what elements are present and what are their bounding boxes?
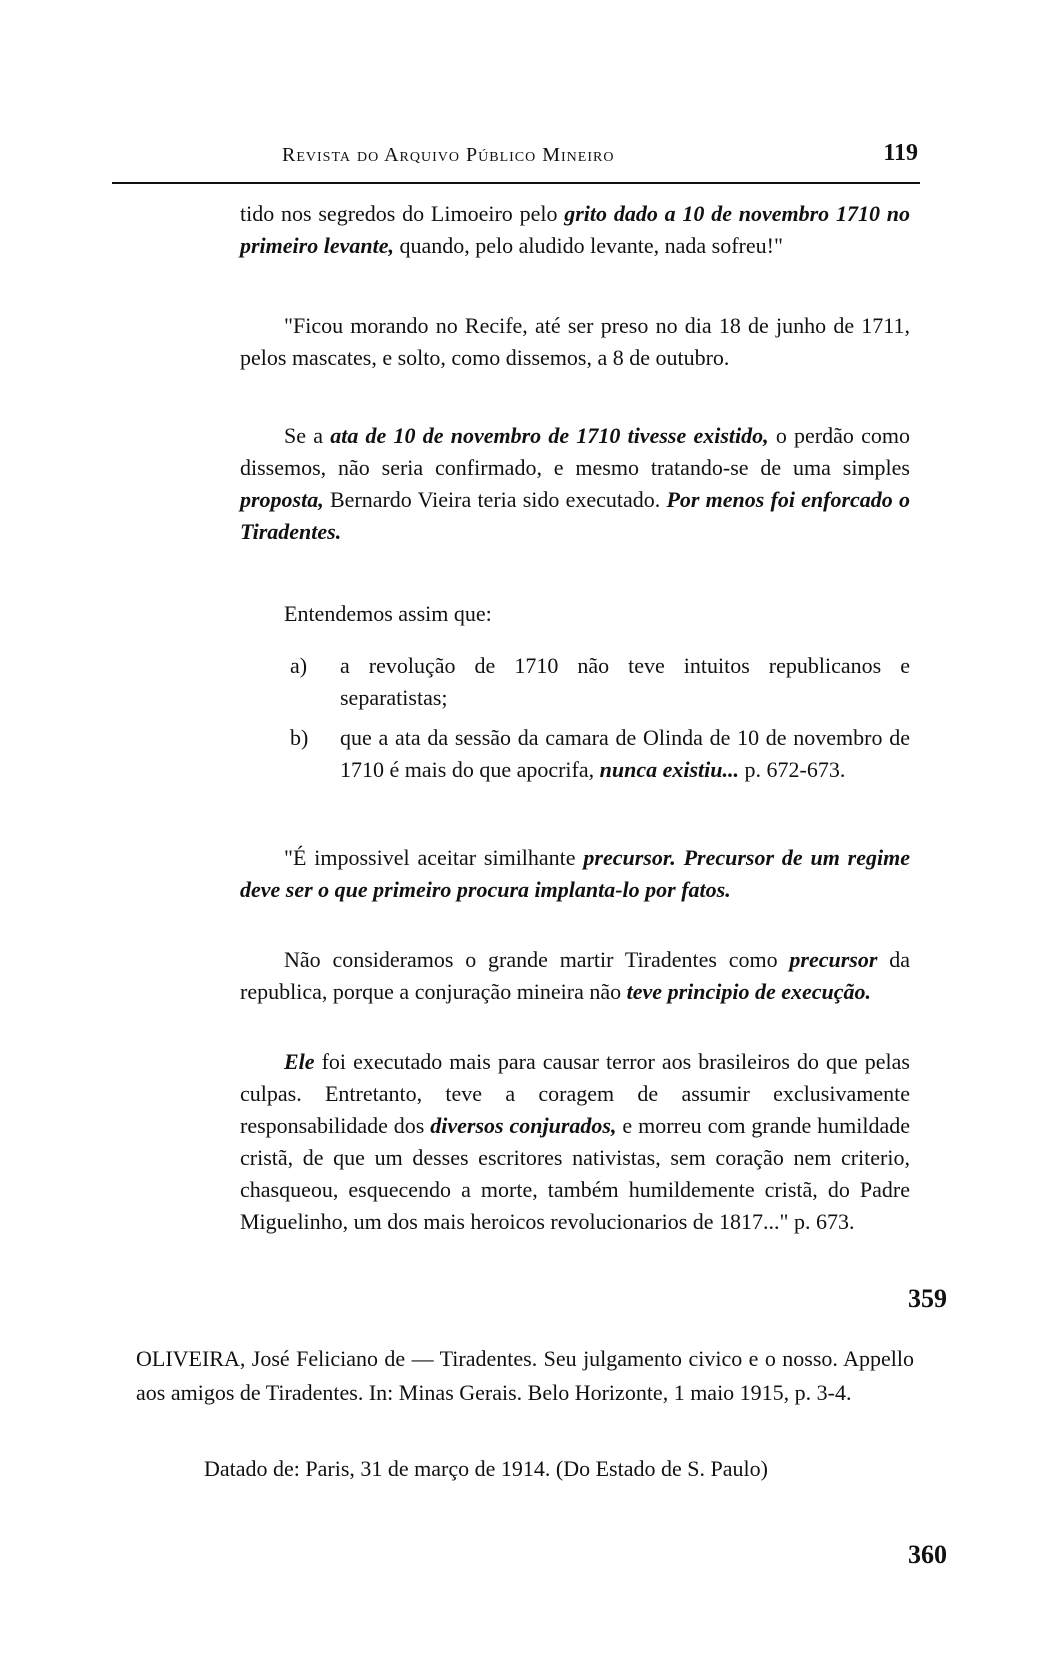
list-text-b-2: p. 672-673. — [739, 757, 846, 782]
p3-text-2: o perdão como dissemos, não seria confirmado, e mesmo tratando-se de uma simples — [240, 423, 910, 480]
list-text-b-1: que a ata da sessão da camara de Olinda de 10 de novembro de 1710 é mais do que apocrifa, — [340, 725, 910, 782]
p3-italic-2: proposta, — [240, 487, 324, 512]
p6-italic-1: precursor — [789, 947, 878, 972]
paragraph-6 — [240, 944, 910, 1008]
p4-text: Entendemos assim que: — [284, 601, 492, 626]
p6-text-2: da republica, porque a conjuração mineira não — [240, 947, 911, 1004]
list-item-b — [290, 722, 910, 786]
p1-italic-1: grito dado a 10 de novembro 1710 no primeiro levante, — [240, 201, 910, 258]
bibliography-entry-359 — [136, 1342, 914, 1410]
paragraph-5 — [240, 842, 910, 906]
p3-text-3: Bernardo Vieira teria sido executado. — [323, 487, 667, 512]
p5-text-1: "É impossivel aceitar similhante — [284, 845, 584, 870]
paragraph-2 — [240, 310, 910, 374]
p1-text-2: quando, pelo aludido levante, nada sofreu!" — [393, 233, 783, 258]
list-marker-b: b) — [290, 725, 309, 750]
p5-italic-1: precursor. Precursor de um regime deve ser o que primeiro procura implanta-lo por fatos. — [240, 845, 910, 902]
list-italic-b: nunca existiu... — [599, 757, 740, 782]
p7-italic-2: diversos conjurados, — [430, 1113, 617, 1138]
p3-italic-3: Por menos foi enforcado o Tiradentes. — [240, 487, 910, 544]
paragraph-3 — [240, 420, 910, 548]
p3-text-1: Se a — [284, 423, 331, 448]
p6-text-1: Não consideramos o grande martir Tiradentes como — [284, 947, 790, 972]
p7-italic-1: Ele — [284, 1049, 315, 1074]
p6-italic-2: teve principio de execução. — [626, 979, 872, 1004]
p2-text: "Ficou morando no Recife, até ser preso no dia 18 de junho de 1711, pelos mascates, e solto, como dissemos, a 8 de outubro. — [240, 313, 910, 370]
paragraph-1 — [240, 198, 910, 262]
journal-title: Revista do Arquivo Público Mineiro — [282, 144, 615, 166]
paragraph-7 — [240, 1046, 910, 1238]
list-marker-a: a) — [290, 653, 308, 678]
list-item-a — [290, 650, 910, 714]
p3-italic-1: ata de 10 de novembro de 1710 tivesse existido, — [330, 423, 769, 448]
list-text-a: a revolução de 1710 não teve intuitos republicanos e separatistas; — [340, 653, 910, 710]
page-number: 119 — [883, 140, 918, 166]
running-header — [112, 138, 920, 184]
p7-text-1: foi executado mais para causar terror aos brasileiros do que pelas culpas. Entretanto, teve a coragem de assumir exclusivamente responsabilidade dos — [240, 1049, 910, 1138]
paragraph-4 — [240, 598, 910, 630]
entry-number-360: 360 — [908, 1540, 947, 1569]
p1-text-1: tido nos segredos do Limoeiro pelo — [240, 201, 565, 226]
p7-text-2: e morreu com grande humildade cristã, de que um desses escritores nativistas, sem coração nem criterio, chasqueou, esquecendo a morte, também humildemente cristã, do Padre Miguelinho, um dos mais heroicos revolucionarios de 1817..." p. 673. — [240, 1113, 911, 1234]
entry-number-359: 359 — [908, 1284, 947, 1313]
bibliography-note-359 — [136, 1452, 914, 1486]
note-359: Datado de: Paris, 31 de março de 1914. (Do Estado de S. Paulo) — [204, 1456, 768, 1481]
citation-359: OLIVEIRA, José Feliciano de — Tiradentes. Seu julgamento civico e o nosso. Appello aos amigos de Tiradentes. In: Minas Gerais. Belo Horizonte, 1 maio 1915, p. 3-4. — [136, 1346, 914, 1405]
